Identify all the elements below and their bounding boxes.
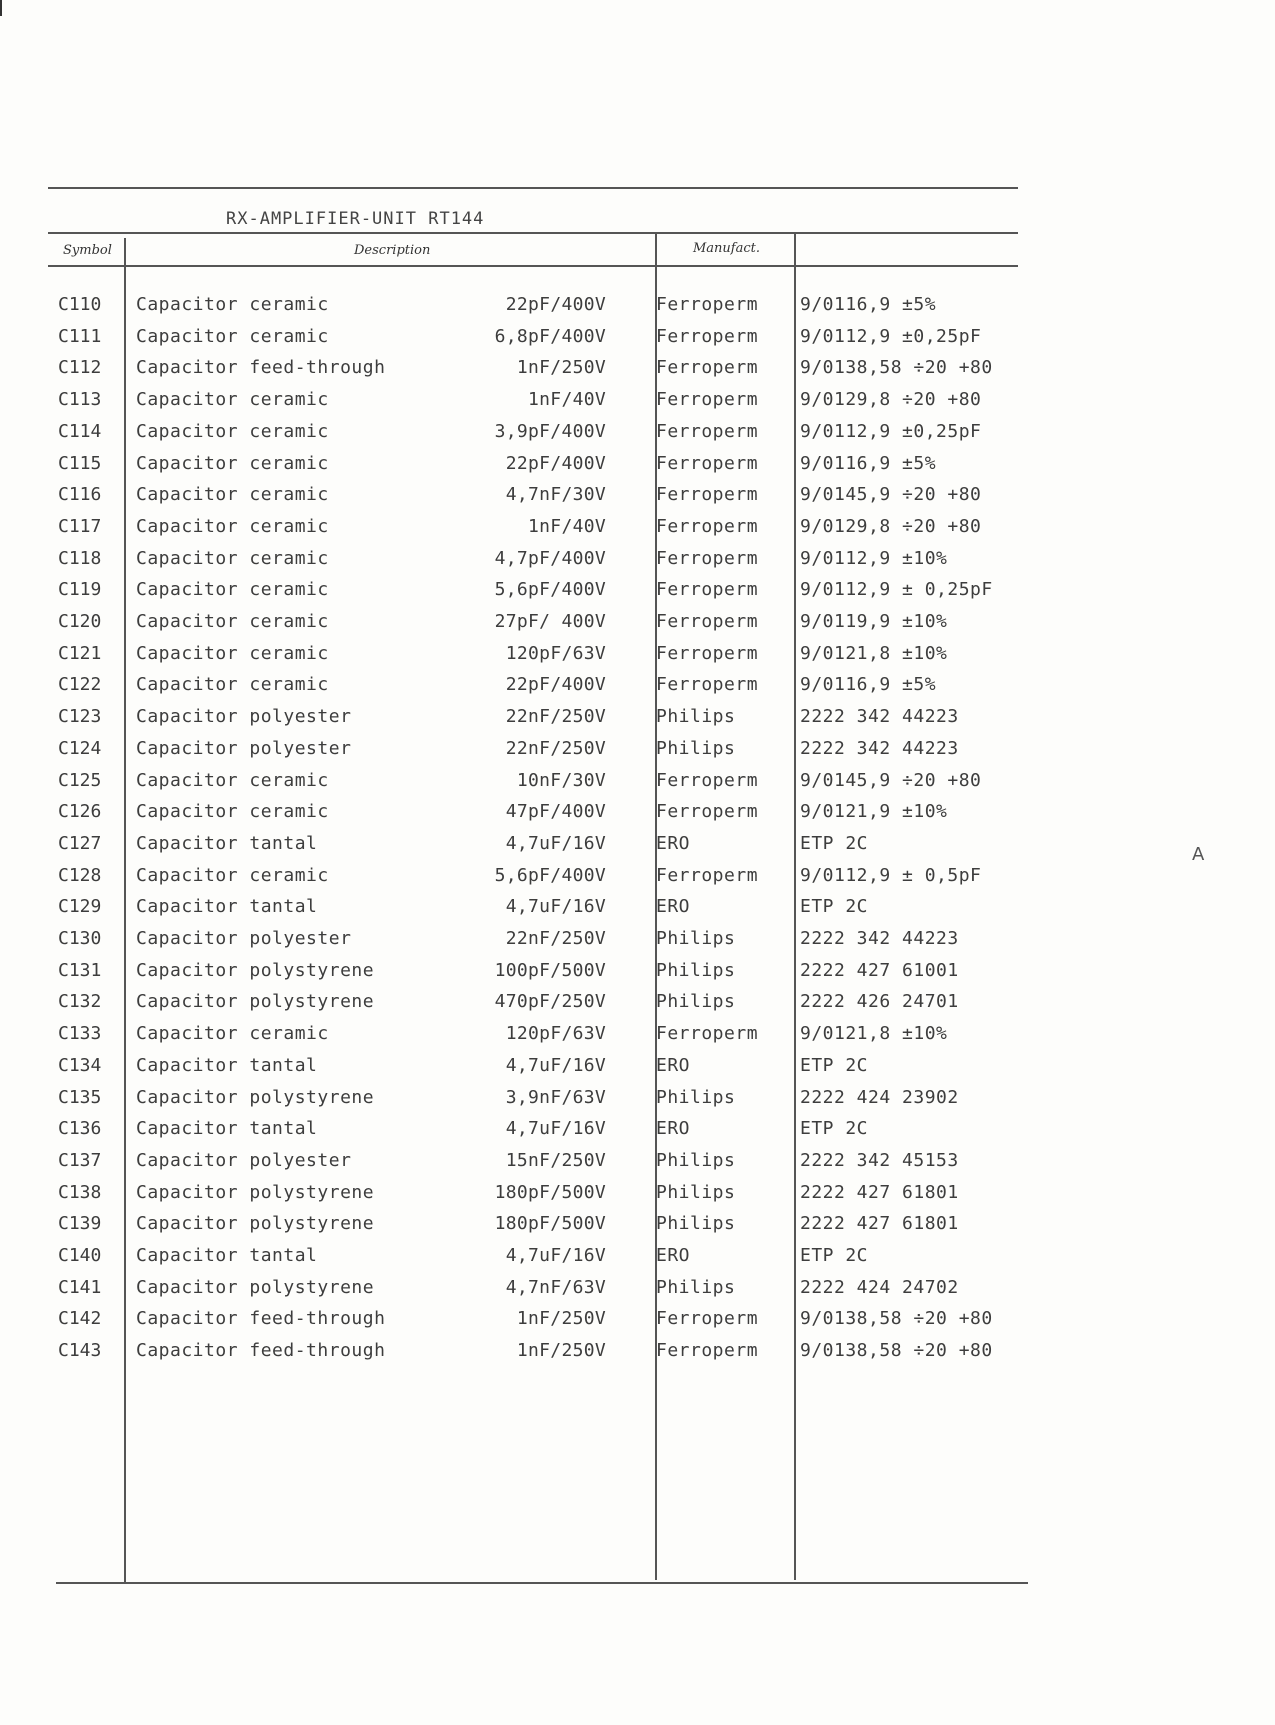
value-cell: 10nF/30V (516, 769, 606, 791)
manufacturer-cell: ERO (656, 832, 691, 854)
table-row (0, 607, 1275, 637)
table-row (0, 322, 1275, 352)
value-cell: 1nF/250V (516, 1340, 606, 1362)
description-cell: Capacitor ceramic (136, 547, 329, 569)
header-description: Description (354, 243, 431, 258)
table-row (0, 417, 1275, 447)
table-row (0, 892, 1275, 922)
manufacturer-cell: Philips (656, 1181, 736, 1203)
value-cell: 120pF/63V (505, 642, 606, 664)
part-number-cell: 2222 342 44223 (800, 737, 959, 759)
symbol-cell: C127 (58, 832, 102, 854)
symbol-cell: C133 (58, 1023, 102, 1045)
manufacturer-cell: Philips (656, 959, 736, 981)
description-cell: Capacitor polyester (136, 737, 352, 759)
value-cell: 4,7uF/16V (505, 1054, 606, 1076)
part-number-cell: 9/0116,9 ±5% (800, 452, 937, 474)
symbol-cell: C135 (58, 1086, 102, 1108)
manufacturer-cell: Ferroperm (656, 611, 759, 632)
description-cell: Capacitor feed-through (136, 357, 386, 379)
table-row (0, 1146, 1275, 1176)
symbol-cell: C114 (58, 420, 102, 442)
symbol-cell: C111 (58, 325, 102, 347)
part-number-cell: 2222 426 24701 (800, 991, 959, 1013)
value-cell: 22nF/250V (505, 928, 606, 949)
symbol-cell: C116 (58, 484, 102, 506)
part-number-cell: ETP 2C (800, 1245, 869, 1266)
manufacturer-cell: Ferroperm (656, 1340, 759, 1362)
part-number-cell: 9/0121,8 ±10% (800, 1023, 948, 1045)
value-cell: 4,7nF/63V (505, 1276, 606, 1298)
table-row (0, 766, 1275, 796)
table-row (0, 290, 1275, 320)
part-number-cell: 2222 424 23902 (800, 1086, 959, 1108)
header-top-rule (48, 232, 1018, 234)
symbol-cell: C125 (58, 769, 102, 791)
description-cell: Capacitor ceramic (136, 452, 329, 474)
table-row (0, 1304, 1275, 1334)
value-cell: 4,7pF/400V (494, 547, 606, 569)
part-number-cell: ETP 2C (800, 832, 869, 854)
manufacturer-cell: Ferroperm (656, 389, 759, 411)
value-cell: 3,9pF/400V (494, 420, 606, 442)
part-number-cell: 9/0112,9 ±0,25pF (800, 325, 982, 347)
description-cell: Capacitor polyester (136, 1149, 352, 1171)
symbol-cell: C132 (58, 991, 102, 1013)
manufacturer-cell: Ferroperm (656, 452, 759, 474)
bottom-rule (56, 1582, 1028, 1584)
description-cell: Capacitor ceramic (136, 389, 329, 411)
manufacturer-cell: Ferroperm (656, 1308, 759, 1330)
part-number-cell: 9/0121,8 ±10% (800, 642, 948, 664)
part-number-cell: 2222 427 61001 (800, 959, 959, 981)
table-row (0, 639, 1275, 669)
header-bottom-rule (48, 265, 1018, 267)
description-cell: Capacitor ceramic (136, 294, 329, 315)
symbol-cell: C122 (58, 674, 102, 696)
top-rule (48, 187, 1018, 189)
description-cell: Capacitor polyester (136, 706, 352, 728)
value-cell: 6,8pF/400V (494, 325, 606, 347)
description-cell: Capacitor tantal (136, 832, 318, 854)
value-cell: 180pF/500V (494, 1213, 606, 1235)
value-cell: 5,6pF/400V (494, 579, 606, 601)
description-cell: Capacitor feed-through (136, 1340, 386, 1362)
table-row (0, 480, 1275, 510)
description-cell: Capacitor ceramic (136, 325, 329, 347)
description-cell: Capacitor polyester (136, 928, 352, 949)
value-cell: 47pF/400V (505, 801, 606, 823)
manufacturer-cell: Philips (656, 1213, 736, 1235)
manufacturer-cell: Ferroperm (656, 674, 759, 696)
header-manufact: Manufact. (693, 241, 761, 256)
symbol-cell: C136 (58, 1118, 102, 1140)
symbol-cell: C120 (58, 611, 102, 632)
description-cell: Capacitor ceramic (136, 420, 329, 442)
symbol-cell: C142 (58, 1308, 102, 1330)
part-number-cell: 9/0129,8 ÷20 +80 (800, 389, 982, 411)
description-cell: Capacitor ceramic (136, 515, 329, 537)
value-cell: 4,7nF/30V (505, 484, 606, 506)
table-row (0, 353, 1275, 383)
value-cell: 1nF/250V (516, 357, 606, 379)
description-cell: Capacitor tantal (136, 1118, 318, 1140)
symbol-cell: C139 (58, 1213, 102, 1235)
manufacturer-cell: ERO (656, 1245, 691, 1266)
part-number-cell: ETP 2C (800, 1054, 869, 1076)
value-cell: 1nF/250V (516, 1308, 606, 1330)
manufacturer-cell: Ferroperm (656, 801, 759, 823)
part-number-cell: 2222 427 61801 (800, 1213, 959, 1235)
part-number-cell: ETP 2C (800, 896, 869, 918)
symbol-cell: C140 (58, 1245, 102, 1266)
manufacturer-cell: Philips (656, 991, 736, 1013)
description-cell: Capacitor ceramic (136, 611, 329, 632)
manufacturer-cell: Ferroperm (656, 357, 759, 379)
symbol-cell: C143 (58, 1340, 102, 1362)
manufacturer-cell: Ferroperm (656, 484, 759, 506)
description-cell: Capacitor polystyrene (136, 1181, 375, 1203)
symbol-cell: C130 (58, 928, 102, 949)
manufacturer-cell: Ferroperm (656, 864, 759, 886)
part-number-cell: 2222 424 24702 (800, 1276, 959, 1298)
part-number-cell: 9/0121,9 ±10% (800, 801, 948, 823)
value-cell: 22pF/400V (505, 294, 606, 315)
description-cell: Capacitor ceramic (136, 642, 329, 664)
manufacturer-cell: Philips (656, 928, 736, 949)
manufacturer-cell: Ferroperm (656, 579, 759, 601)
table-row (0, 956, 1275, 986)
description-cell: Capacitor polystyrene (136, 1276, 375, 1298)
manufacturer-cell: Philips (656, 1276, 736, 1298)
description-cell: Capacitor feed-through (136, 1308, 386, 1330)
table-row (0, 924, 1275, 954)
part-number-cell: 9/0138,58 ÷20 +80 (800, 1308, 993, 1330)
manufacturer-cell: ERO (656, 1118, 691, 1140)
part-number-cell: 9/0129,8 ÷20 +80 (800, 515, 982, 537)
description-cell: Capacitor polystyrene (136, 1213, 375, 1235)
symbol-cell: C126 (58, 801, 102, 823)
value-cell: 180pF/500V (494, 1181, 606, 1203)
value-cell: 4,7uF/16V (505, 832, 606, 854)
symbol-cell: C141 (58, 1276, 102, 1298)
description-cell: Capacitor tantal (136, 896, 318, 918)
symbol-cell: C119 (58, 579, 102, 601)
scan-corner-mark (0, 0, 2, 16)
table-row (0, 702, 1275, 732)
value-cell: 4,7uF/16V (505, 1245, 606, 1266)
description-cell: Capacitor polystyrene (136, 959, 375, 981)
table-row (0, 1083, 1275, 1113)
value-cell: 4,7uF/16V (505, 896, 606, 918)
symbol-cell: C123 (58, 706, 102, 728)
description-cell: Capacitor ceramic (136, 864, 329, 886)
manufacturer-cell: Ferroperm (656, 420, 759, 442)
table-row (0, 1209, 1275, 1239)
part-number-cell: 9/0145,9 ÷20 +80 (800, 769, 982, 791)
table-row (0, 544, 1275, 574)
symbol-cell: C121 (58, 642, 102, 664)
margin-mark: A (1192, 844, 1205, 865)
symbol-cell: C113 (58, 389, 102, 411)
manufacturer-cell: Ferroperm (656, 294, 759, 315)
table-row (0, 1241, 1275, 1271)
part-number-cell: 9/0116,9 ±5% (800, 294, 937, 315)
symbol-cell: C134 (58, 1054, 102, 1076)
description-cell: Capacitor ceramic (136, 1023, 329, 1045)
manufacturer-cell: ERO (656, 896, 691, 918)
table-row (0, 1178, 1275, 1208)
manufacturer-cell: Philips (656, 1086, 736, 1108)
part-number-cell: 2222 342 44223 (800, 928, 959, 949)
symbol-cell: C137 (58, 1149, 102, 1171)
value-cell: 22pF/400V (505, 674, 606, 696)
part-number-cell: 9/0116,9 ±5% (800, 674, 937, 696)
description-cell: Capacitor polystyrene (136, 1086, 375, 1108)
symbol-cell: C112 (58, 357, 102, 379)
part-number-cell: 9/0138,58 ÷20 +80 (800, 1340, 993, 1362)
description-cell: Capacitor ceramic (136, 674, 329, 696)
part-number-cell: ETP 2C (800, 1118, 869, 1140)
manufacturer-cell: Ferroperm (656, 515, 759, 537)
value-cell: 100pF/500V (494, 959, 606, 981)
description-cell: Capacitor ceramic (136, 801, 329, 823)
table-row (0, 670, 1275, 700)
value-cell: 27pF/ 400V (494, 611, 606, 632)
symbol-cell: C110 (58, 294, 102, 315)
part-number-cell: 9/0145,9 ÷20 +80 (800, 484, 982, 506)
table-row (0, 449, 1275, 479)
symbol-cell: C131 (58, 959, 102, 981)
value-cell: 15nF/250V (505, 1149, 606, 1171)
manufacturer-cell: Ferroperm (656, 642, 759, 664)
table-row (0, 575, 1275, 605)
symbol-cell: C118 (58, 547, 102, 569)
value-cell: 22nF/250V (505, 706, 606, 728)
manufacturer-cell: Philips (656, 1149, 736, 1171)
part-number-cell: 9/0112,9 ± 0,25pF (800, 579, 993, 601)
description-cell: Capacitor polystyrene (136, 991, 375, 1013)
manufacturer-cell: Ferroperm (656, 769, 759, 791)
description-cell: Capacitor ceramic (136, 579, 329, 601)
table-row (0, 385, 1275, 415)
description-cell: Capacitor ceramic (136, 769, 329, 791)
header-symbol: Symbol (63, 243, 112, 258)
symbol-cell: C138 (58, 1181, 102, 1203)
part-number-cell: 2222 342 44223 (800, 706, 959, 728)
manufacturer-cell: Ferroperm (656, 547, 759, 569)
symbol-cell: C128 (58, 864, 102, 886)
part-number-cell: 9/0119,9 ±10% (800, 611, 948, 632)
value-cell: 120pF/63V (505, 1023, 606, 1045)
value-cell: 1nF/40V (528, 515, 606, 537)
symbol-cell: C115 (58, 452, 102, 474)
table-row (0, 1019, 1275, 1049)
table-row (0, 829, 1275, 859)
table-row (0, 1336, 1275, 1366)
value-cell: 3,9nF/63V (505, 1086, 606, 1108)
manufacturer-cell: Ferroperm (656, 1023, 759, 1045)
manufacturer-cell: Philips (656, 706, 736, 728)
manufacturer-cell: ERO (656, 1054, 691, 1076)
table-row (0, 797, 1275, 827)
part-number-cell: 9/0112,9 ± 0,5pF (800, 864, 982, 886)
value-cell: 1nF/40V (528, 389, 606, 411)
table-row (0, 861, 1275, 891)
part-number-cell: 2222 427 61801 (800, 1181, 959, 1203)
symbol-cell: C124 (58, 737, 102, 759)
table-row (0, 987, 1275, 1017)
part-number-cell: 2222 342 45153 (800, 1149, 959, 1171)
symbol-cell: C129 (58, 896, 102, 918)
table-row (0, 512, 1275, 542)
table-row (0, 734, 1275, 764)
table-row (0, 1051, 1275, 1081)
manufacturer-cell: Ferroperm (656, 325, 759, 347)
table-row (0, 1273, 1275, 1303)
symbol-cell: C117 (58, 515, 102, 537)
description-cell: Capacitor ceramic (136, 484, 329, 506)
manufacturer-cell: Philips (656, 737, 736, 759)
description-cell: Capacitor tantal (136, 1054, 318, 1076)
table-row (0, 1114, 1275, 1144)
value-cell: 4,7uF/16V (505, 1118, 606, 1140)
part-number-cell: 9/0138,58 ÷20 +80 (800, 357, 993, 379)
unit-title: RX-AMPLIFIER-UNIT RT144 (226, 209, 485, 229)
value-cell: 22nF/250V (505, 737, 606, 759)
value-cell: 470pF/250V (494, 991, 606, 1013)
value-cell: 5,6pF/400V (494, 864, 606, 886)
description-cell: Capacitor tantal (136, 1245, 318, 1266)
part-number-cell: 9/0112,9 ±0,25pF (800, 420, 982, 442)
value-cell: 22pF/400V (505, 452, 606, 474)
part-number-cell: 9/0112,9 ±10% (800, 547, 948, 569)
